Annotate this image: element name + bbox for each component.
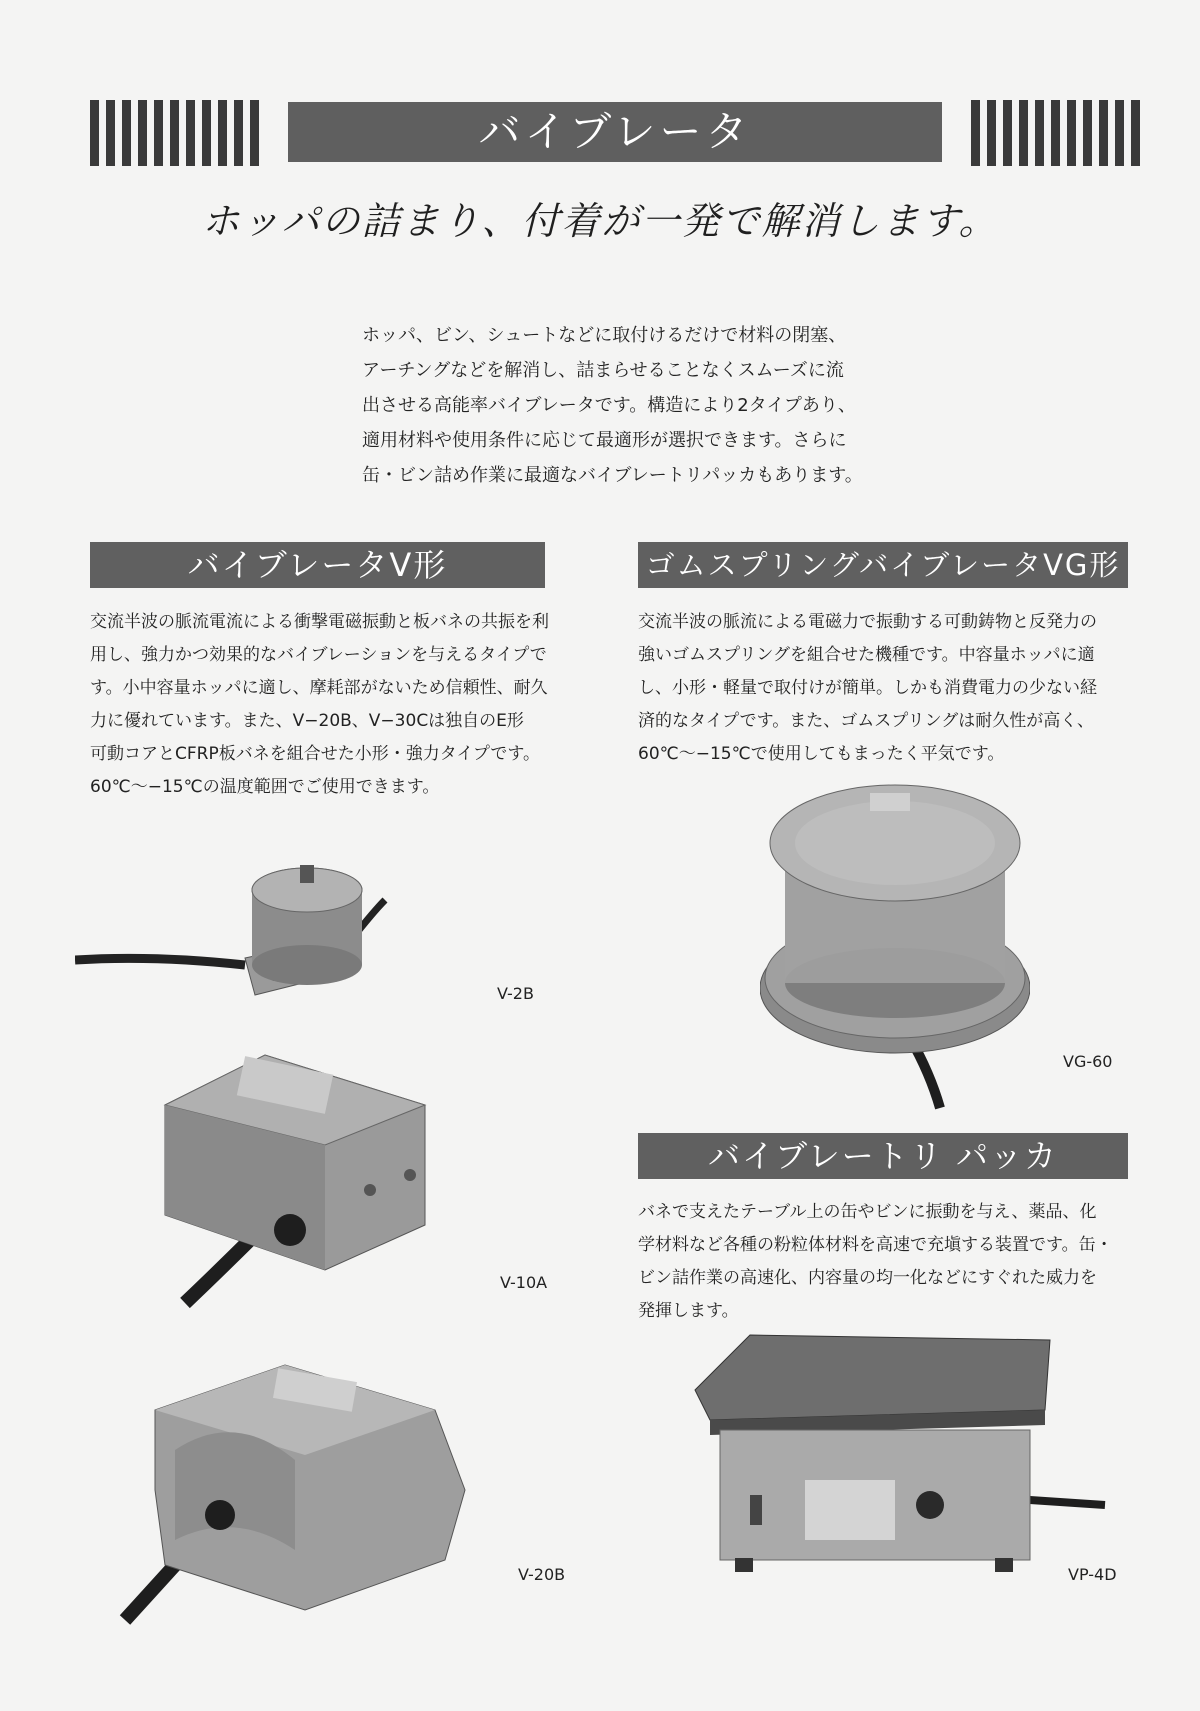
body-line: 強いゴムスプリングを組合せた機種です。中容量ホッパに適: [638, 645, 1095, 665]
body-line: ビン詰作業の高速化、内容量の均一化などにすぐれた威力を: [638, 1268, 1097, 1288]
body-line: 学材料など各種の粉粒体材料を高速で充塡する装置です。缶・: [638, 1235, 1113, 1255]
photo-vp4d: [690, 1330, 1110, 1580]
body-line: 交流半波の脈流による電磁力で振動する可動鋳物と反発力の: [638, 612, 1097, 632]
decorative-bars-right: [971, 100, 1140, 166]
caption-v2b: V-2B: [497, 984, 534, 1003]
intro-line: 缶・ビン詰め作業に最適なバイブレートリパッカもあります。: [362, 465, 863, 486]
body-line: 可動コアとCFRP板バネを組合せた小形・強力タイプです。: [90, 744, 541, 764]
photo-v10a: [145, 1045, 435, 1310]
body-line: 済的なタイプです。また、ゴムスプリングは耐久性が高く、: [638, 711, 1094, 731]
body-line: 60℃〜−15℃の温度範囲でご使用できます。: [90, 777, 440, 797]
section-body-v-type: [90, 606, 549, 804]
body-line: 用し、強力かつ効果的なバイブレーションを与えるタイプで: [90, 645, 547, 665]
page-title: バイブレータ: [288, 102, 942, 162]
photo-v20b: [115, 1350, 475, 1625]
title-banner: [90, 100, 1140, 166]
body-line: バネで支えたテーブル上の缶やビンに振動を与え、薬品、化: [638, 1202, 1097, 1222]
section-body-vg-type: [638, 606, 1097, 771]
photo-vg60: [760, 783, 1030, 1113]
body-line: 発揮します。: [638, 1301, 739, 1321]
body-line: す。小中容量ホッパに適し、摩耗部がないため信頼性、耐久: [90, 678, 548, 698]
body-line: 交流半波の脈流電流による衝撃電磁振動と板バネの共振を利: [90, 612, 549, 632]
caption-v20b: V-20B: [518, 1565, 566, 1584]
intro-line: 出させる高能率バイブレータです。構造により2タイプあり、: [362, 395, 856, 416]
section-heading-packer: バイブレートリ パッカ: [638, 1133, 1128, 1179]
caption-vp4d: VP-4D: [1068, 1565, 1117, 1584]
intro-paragraph: [362, 318, 882, 493]
body-line: し、小形・軽量で取付けが簡単。しかも消費電力の少ない経: [638, 678, 1097, 698]
body-line: 力に優れています。また、V−20B、V−30Cは独自のE形: [90, 711, 524, 731]
caption-vg60: VG-60: [1063, 1052, 1113, 1071]
intro-line: アーチングなどを解消し、詰まらせることなくスムーズに流: [362, 360, 844, 381]
intro-line: 適用材料や使用条件に応じて最適形が選択できます。さらに: [362, 430, 847, 451]
body-line: 60℃〜−15℃で使用してもまったく平気です。: [638, 744, 1005, 764]
section-body-packer: [638, 1196, 1113, 1328]
decorative-bars-left: [90, 100, 259, 166]
caption-v10a: V-10A: [500, 1273, 548, 1292]
photo-v2b: [75, 840, 395, 1010]
section-heading-v-type: バイブレータV形: [90, 542, 545, 588]
tagline: ホッパの詰まり、付着が一発で解消します。: [201, 199, 999, 243]
intro-line: ホッパ、ビン、シュートなどに取付けるだけで材料の閉塞、: [362, 325, 847, 346]
section-heading-vg-type: ゴムスプリングバイブレータVG形: [638, 542, 1128, 588]
